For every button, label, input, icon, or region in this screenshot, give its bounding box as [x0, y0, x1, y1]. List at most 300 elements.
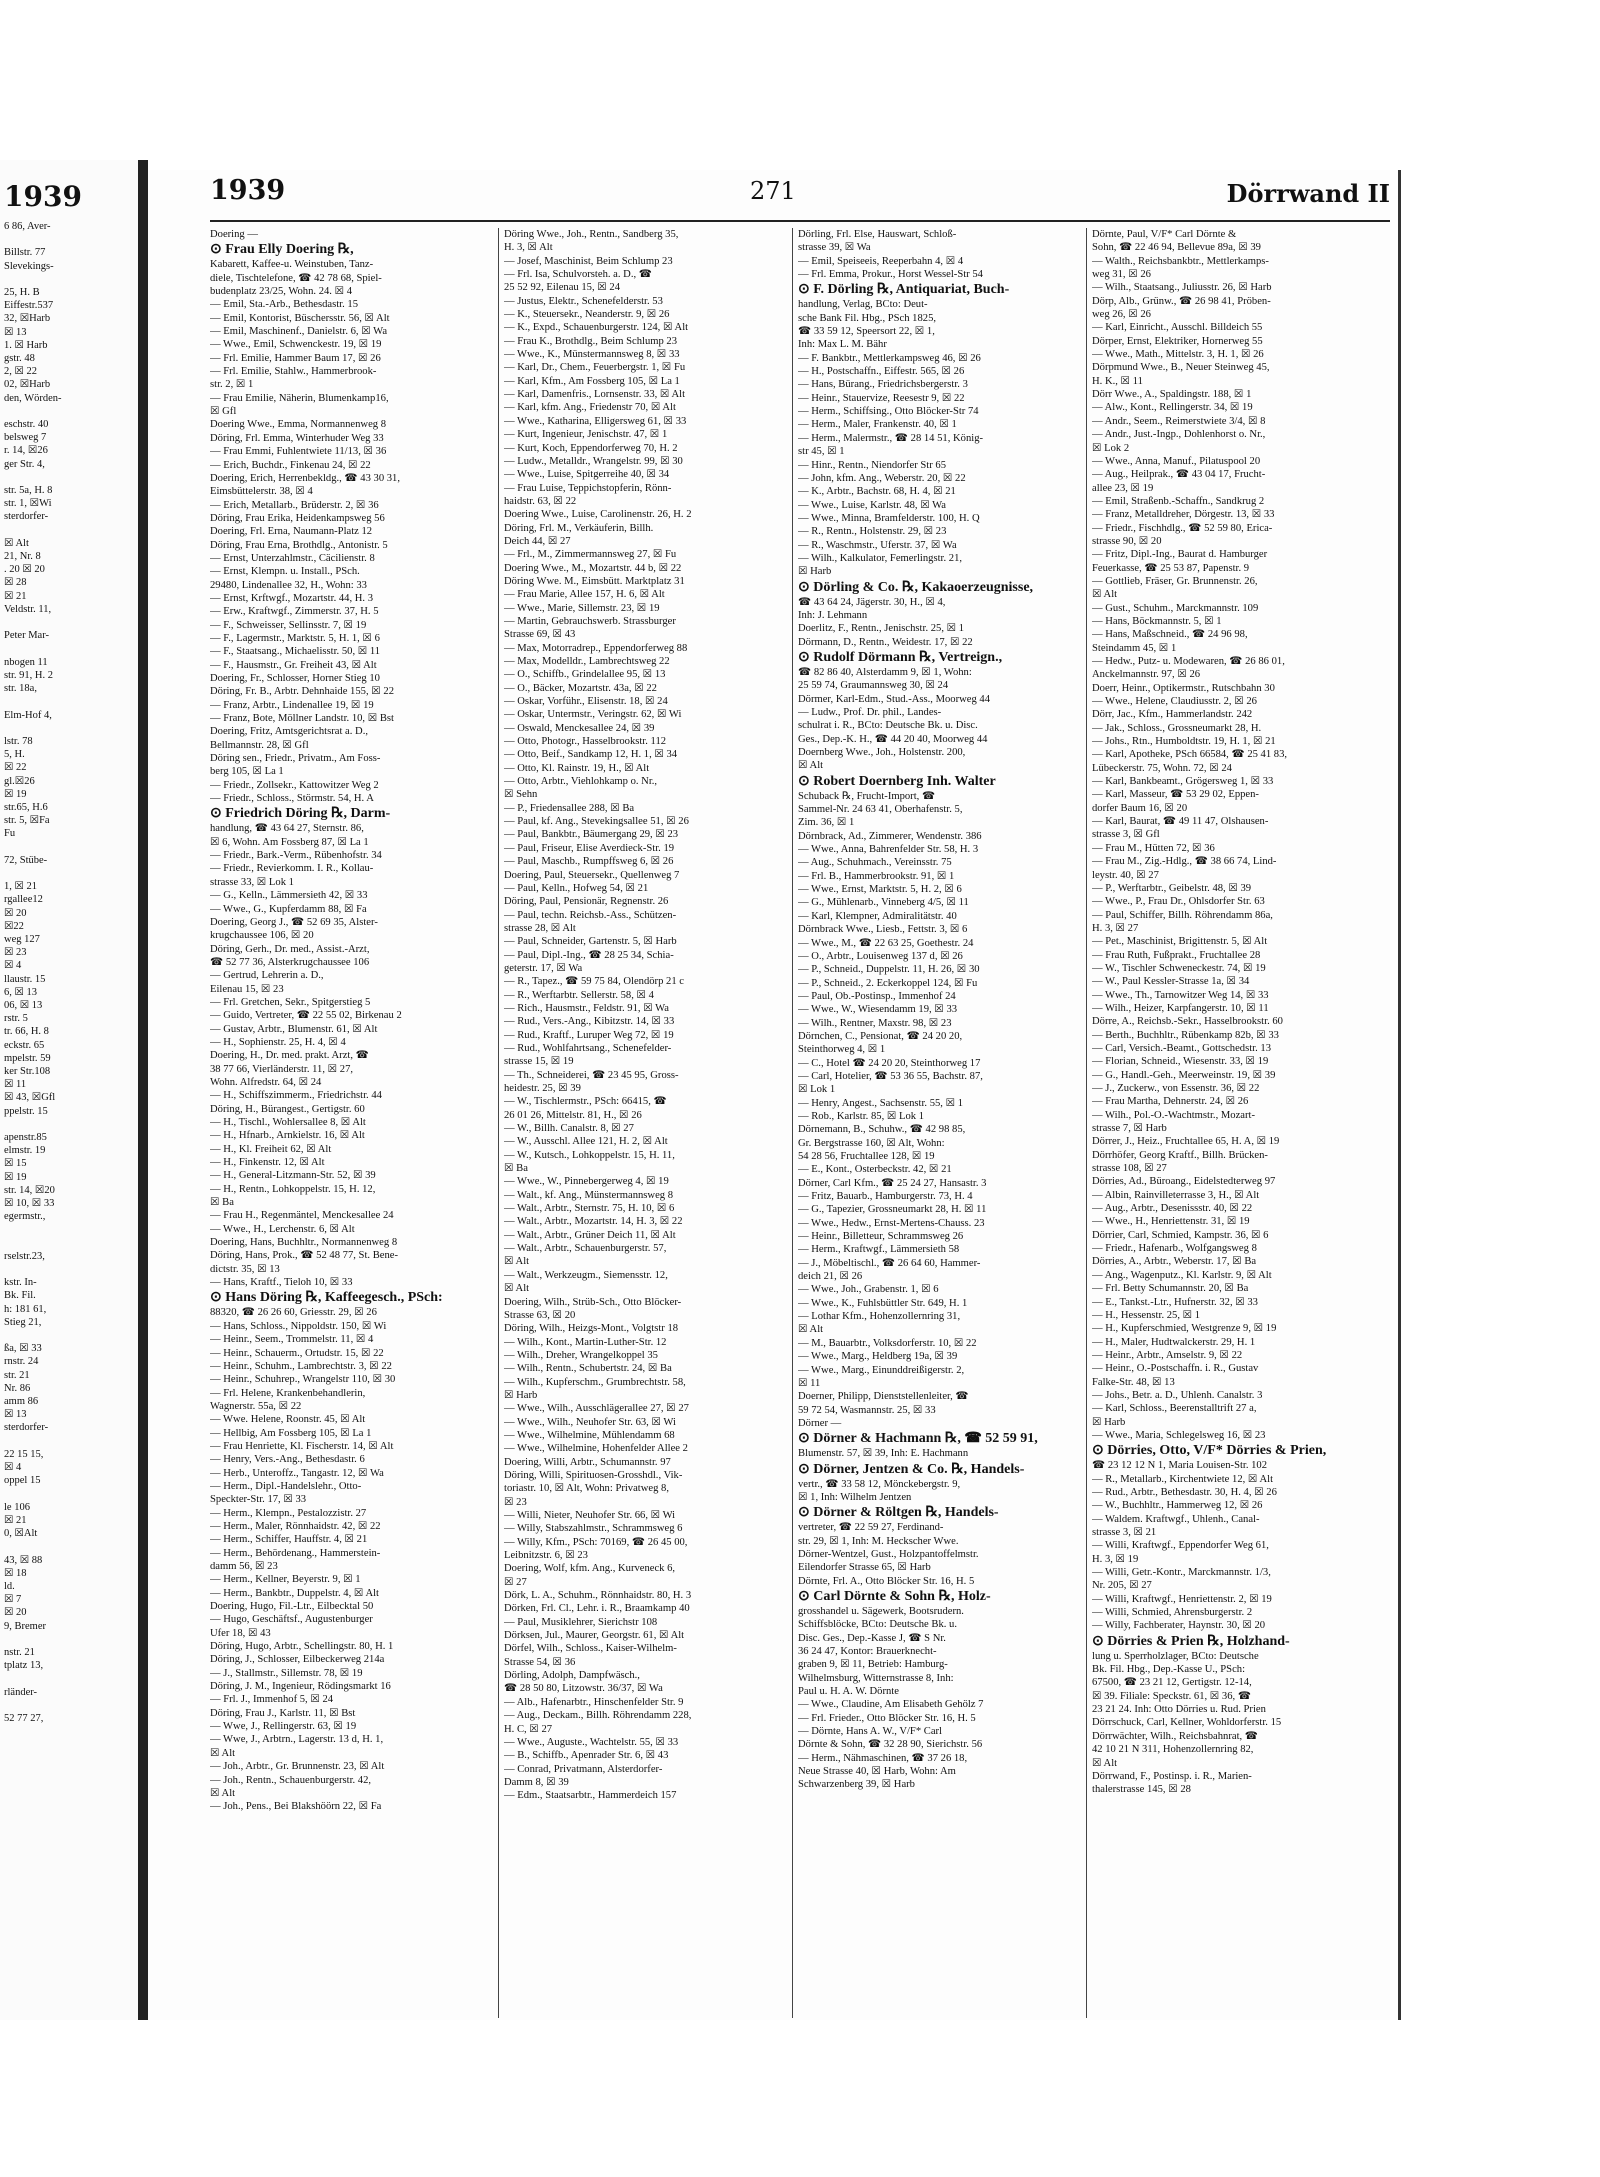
- left-page-line: rstr. 5: [4, 1013, 28, 1025]
- directory-entry: — Willy, Stabszahlmstr., Schrammsweg 6: [504, 1523, 683, 1535]
- directory-entry: Dörrschuck, Carl, Kellner, Wohldorferstr. 15: [1092, 1717, 1282, 1729]
- header-rule: [210, 220, 1390, 222]
- left-page-line: tplatz 13,: [4, 1660, 44, 1672]
- directory-entry: — Joh., Pens., Bei Blakshöörn 22, ☒ Fa: [210, 1801, 382, 1813]
- directory-entry: — Emil, Kontorist, Büschersstr. 56, ☒ Alt: [210, 312, 390, 324]
- directory-entry: — J., Zuckerw., von Essenstr. 36, ☒ 22: [1092, 1083, 1260, 1094]
- directory-entry: — Herm., Malermstr., ☎ 28 14 51, König-: [798, 432, 984, 444]
- directory-entry: ⊙ Robert Doernberg Inh. Walter: [798, 773, 996, 789]
- directory-entry: Döring, Wilh., Heizgs-Mont., Volgtstr 18: [504, 1323, 679, 1335]
- directory-entry: ⊙ Hans Döring ℞, Kaffeegesch., PSch:: [210, 1290, 443, 1306]
- left-page-line: le 106: [4, 1501, 30, 1513]
- directory-entry: — Karl, Bankbeamt., Grögersweg 1, ☒ 33: [1092, 776, 1274, 788]
- directory-entry: — Wwe., H., Henriettenstr. 31, ☒ 19: [1092, 1216, 1250, 1228]
- directory-entry: Dörries, A., Arbtr., Weberstr. 17, ☒ Ba: [1092, 1256, 1257, 1268]
- left-page-line: str. 5a, H. 8: [4, 485, 53, 497]
- left-page-line: [4, 1223, 134, 1236]
- directory-entry: — Florian, Schneid., Wiesenstr. 33, ☒ 19: [1092, 1056, 1269, 1068]
- directory-entry: ☒ 23: [504, 1496, 527, 1508]
- left-page-line: ☒ 13: [4, 326, 27, 338]
- directory-entry: — Karl, Schloss., Beerenstalltrift 27 a,: [1092, 1403, 1257, 1415]
- directory-entry: damm 56, ☒ 23: [210, 1561, 278, 1572]
- directory-entry: — W., Paul Kessler-Strasse 1a, ☒ 34: [1092, 976, 1250, 988]
- directory-entry: Eilendorfer Strasse 65, ☒ Harb: [798, 1562, 931, 1574]
- directory-entry: Döring Wwe. M., Eimsbütt. Marktplatz 31: [504, 575, 685, 587]
- directory-entry: — Wwe., H., Lerchenstr. 6, ☒ Alt: [210, 1223, 355, 1235]
- directory-entry: — Rud., Kraftf., Luruper Weg 72, ☒ 19: [504, 1029, 674, 1041]
- directory-entry: — W., Kutsch., Lohkoppelstr. 15, H. 11,: [504, 1149, 675, 1161]
- left-page-line: ßa, ☒ 33: [4, 1343, 42, 1355]
- directory-page: [148, 170, 1401, 2030]
- directory-entry: ☒ Alt: [798, 760, 824, 772]
- directory-entry: Dörnte & Sohn, ☎ 32 28 90, Sierichstr. 56: [798, 1739, 983, 1751]
- directory-entry: Lübeckerstr. 75, Wohn. 72, ☒ 24: [1092, 762, 1232, 774]
- directory-entry: — Gustav, Arbtr., Blumenstr. 61, ☒ Alt: [210, 1023, 378, 1035]
- left-page-line: [4, 1263, 134, 1276]
- directory-entry: — Alb., Hafenarbtr., Hinschenfelder Str. 9: [504, 1696, 684, 1708]
- directory-entry: — Franz, Bote, Möllner Landstr. 10, ☒ Bst: [210, 713, 394, 725]
- directory-entry: — Frl., M., Zimmermannsweg 27, ☒ Fu: [504, 549, 677, 561]
- directory-entry: Doering —: [210, 229, 258, 240]
- directory-entry: 26 01 26, Mittelstr. 81, H., ☒ 26: [504, 1109, 642, 1121]
- directory-entry: — Emil, Straßenb.-Schaffn., Sandkrug 2: [1092, 495, 1265, 507]
- left-page-margin: [0, 160, 140, 2020]
- directory-entry: Döring, Frl. M., Verkäuferin, Billh.: [504, 522, 654, 534]
- directory-entry: — Herm., Schiffer, Hauffstr. 4, ☒ 21: [210, 1534, 368, 1546]
- directory-entry: sche Bank Fil. Hbg., PSch 1825,: [798, 312, 937, 324]
- directory-entry: Dörper, Ernst, Elektriker, Hornerweg 55: [1092, 335, 1263, 347]
- left-page-line: [4, 1118, 134, 1131]
- directory-entry: handlung, ☎ 43 64 27, Sternstr. 86,: [210, 823, 364, 835]
- directory-entry: Doering, Paul, Steuersekr., Quellenweg 7: [504, 869, 680, 881]
- left-page-line: str. 18a,: [4, 683, 37, 695]
- directory-entry: — Fritz, Bauarb., Hamburgerstr. 73, H. 4: [798, 1191, 973, 1203]
- directory-entry: — P., Werftarbtr., Geibelstr. 48, ☒ 39: [1092, 882, 1252, 894]
- left-page-line: sterdorfer-: [4, 511, 49, 523]
- directory-entry: — Emil, Maschinenf., Danielstr. 6, ☒ Wa: [210, 326, 388, 338]
- left-page-line: Eiffestr.537: [4, 300, 54, 312]
- left-page-line: 72, Stübe-: [4, 854, 48, 866]
- directory-entry: — Hans, Kraftf., Tieloh 10, ☒ 33: [210, 1277, 353, 1289]
- directory-entry: — Wwe., K., Münstermannsweg 8, ☒ 33: [504, 349, 680, 361]
- directory-entry: ⊙ Frau Elly Doering ℞,: [210, 242, 354, 258]
- directory-entry: — Wwe., Marie, Sillemstr. 23, ☒ 19: [504, 602, 660, 614]
- directory-entry: Dörries, Ad., Büroang., Eidelstedterweg 97: [1092, 1176, 1276, 1188]
- directory-entry: str. 29, ☒ 1, Inh: M. Heckscher Wwe.: [798, 1535, 959, 1547]
- left-page-line: ☒ 43, ☒Gfl: [4, 1092, 56, 1104]
- directory-entry: — Karl, Apotheke, PSch 66584, ☎ 25 41 83,: [1092, 749, 1288, 761]
- directory-entry: Kabarett, Kaffee-u. Weinstuben, Tanz-: [210, 259, 374, 271]
- left-page-line: . 20 ☒ 20: [4, 564, 45, 576]
- directory-entry: — H., Kl. Freiheit 62, ☒ Alt: [210, 1143, 332, 1155]
- left-page-line: [4, 471, 134, 484]
- directory-entry: Dörr Wwe., A., Spaldingstr. 188, ☒ 1: [1092, 389, 1252, 401]
- directory-entry: — Herm., Dipl.-Handelslehr., Otto-: [210, 1480, 362, 1492]
- left-page-line: 25, H. B: [4, 287, 40, 299]
- directory-entry: — Willi, Kraftwgf., Henriettenstr. 2, ☒ 19: [1092, 1593, 1272, 1605]
- left-page-line: ☒ 18: [4, 1567, 27, 1579]
- directory-entry: Leibnitzstr. 6, ☒ 23: [504, 1550, 588, 1562]
- directory-entry: — Wwe, J., Rellingerstr. 63, ☒ 19: [210, 1721, 357, 1733]
- directory-entry: — K., Expd., Schauenburgerstr. 124, ☒ Alt: [504, 322, 689, 334]
- left-page-line: kstr. In-: [4, 1277, 37, 1289]
- directory-entry: Dörrer, J., Heiz., Fruchtallee 65, H. A, ☒ 19: [1092, 1136, 1280, 1148]
- directory-entry: Ufer 18, ☒ 43: [210, 1627, 271, 1639]
- directory-entry: ☎ 33 59 12, Speersort 22, ☒ 1,: [798, 326, 935, 338]
- directory-entry: — Berth., Buchhltr., Rübenkamp 82b, ☒ 33: [1092, 1029, 1279, 1041]
- left-page-line: rländer-: [4, 1686, 38, 1698]
- directory-entry: vertr., ☎ 33 58 12, Mönckebergstr. 9,: [798, 1478, 961, 1490]
- directory-entry: — Erich, Metallarb., Brüderstr. 2, ☒ 36: [210, 499, 379, 511]
- left-page-line: sterdorfer-: [4, 1422, 49, 1434]
- directory-entry: 67500, ☎ 23 21 12, Gertigstr. 12-14,: [1092, 1677, 1252, 1689]
- left-page-line: Veldstr. 11,: [4, 603, 52, 615]
- left-page-text: [4, 220, 134, 1725]
- directory-entry: Dörre, A., Reichsb.-Sekr., Hasselbrookstr. 60: [1092, 1016, 1283, 1028]
- directory-entry: — Frl. Isa, Schulvorsteh. a. D., ☎: [504, 269, 652, 281]
- left-page-line: str. 91, H. 2: [4, 669, 54, 681]
- directory-entry: Doering, Fr., Schlosser, Horner Stieg 10: [210, 673, 380, 684]
- directory-entry: — Willi, Schmied, Ahrensburgerstr. 2: [1092, 1607, 1253, 1619]
- left-page-line: 0, ☒Alt: [4, 1528, 38, 1540]
- left-page-line: elmstr. 19: [4, 1145, 46, 1157]
- left-page-line: egermstr.,: [4, 1211, 46, 1223]
- directory-entry: — Wwe., Joh., Grabenstr. 1, ☒ 6: [798, 1284, 939, 1296]
- directory-entry: — Herm., Schiffsing., Otto Blöcker-Str 74: [798, 406, 979, 418]
- directory-entry: Dörner-Wentzel, Gust., Holzpantoffelmstr.: [798, 1548, 979, 1560]
- directory-entry: — F. Bankbtr., Mettlerkampsweg 46, ☒ 26: [798, 352, 981, 364]
- directory-entry: strasse 28, ☒ Alt: [504, 922, 576, 934]
- directory-entry: 59 72 54, Wasmannstr. 25, ☒ 33: [798, 1404, 936, 1416]
- directory-entry: Schiffsblöcke, BCto: Deutsche Bk. u.: [798, 1619, 957, 1631]
- directory-entry: — Willi, Getr.-Kontr., Marckmannstr. 1/3,: [1092, 1567, 1271, 1579]
- directory-column-3: [798, 228, 1080, 2018]
- directory-entry: ☒ Sehn: [504, 789, 538, 801]
- directory-entry: — Frl. J., Immenhof 5, ☒ 24: [210, 1694, 334, 1706]
- directory-entry: Döring, H., Bürangest., Gertigstr. 60: [210, 1103, 365, 1115]
- column-divider: [1086, 228, 1087, 2018]
- directory-entry: — Paul, Kelln., Hofweg 54, ☒ 21: [504, 882, 649, 894]
- directory-entry: — Ludw., Metalldr., Wrangelstr. 99, ☒ 30: [504, 455, 683, 467]
- left-page-line: Bk. Fil.: [4, 1290, 36, 1302]
- directory-entry: — Frau M., Hütten 72, ☒ 36: [1092, 842, 1215, 854]
- left-page-line: 9, Bremer: [4, 1620, 46, 1632]
- left-page-line: [4, 524, 134, 537]
- left-page-line: llaustr. 15: [4, 973, 46, 985]
- directory-entry: — Paul, Schneider, Gartenstr. 5, ☒ Harb: [504, 936, 677, 948]
- directory-entry: — Albin, Rainvilleterrasse 3, H., ☒ Alt: [1092, 1189, 1260, 1201]
- directory-entry: ☒ 6, Wohn. Am Fossberg 87, ☒ La 1: [210, 836, 369, 848]
- directory-entry: — Frau K., Brothdlg., Beim Schlump 23: [504, 335, 678, 347]
- directory-entry: str 45, ☒ 1: [798, 446, 845, 458]
- directory-entry: — Carl, Hotelier, ☎ 53 36 55, Bachstr. 87,: [798, 1070, 983, 1082]
- directory-entry: Schwarzenberg 39, ☒ Harb: [798, 1779, 915, 1791]
- directory-entry: — Otto, Beif., Sandkamp 12, H. 1, ☒ 34: [504, 749, 678, 761]
- directory-entry: Dörling, Frl. Else, Hauswart, Schloß-: [798, 229, 957, 240]
- directory-entry: Doering, Erich, Herrenbekldg., ☎ 43 30 31,: [210, 472, 401, 484]
- directory-entry: — Wwe., Anna, Bahrenfelder Str. 58, H. 3: [798, 844, 979, 856]
- left-page-line: ☒ 19: [4, 788, 27, 800]
- directory-entry: — R., Tapez., ☎ 59 75 84, Olendörp 21 c: [504, 976, 684, 988]
- directory-entry: — F., Hausmstr., Gr. Freiheit 43, ☒ Alt: [210, 659, 377, 671]
- left-page-line: Billstr. 77: [4, 247, 46, 259]
- directory-entry: Doering, Hans, Buchhltr., Normannenweg 8: [210, 1237, 398, 1249]
- directory-entry: — Wwe., Th., Tarnowitzer Weg 14, ☒ 33: [1092, 989, 1269, 1001]
- directory-entry: — G., Handl.-Geh., Meerweinstr. 19, ☒ 39: [1092, 1069, 1276, 1081]
- directory-entry: Gr. Bergstrasse 160, ☒ Alt, Wohn:: [798, 1137, 945, 1149]
- directory-entry: Dörnbrack, Ad., Zimmerer, Wendenstr. 386: [798, 830, 982, 842]
- directory-entry: — Herm., Kraftwgf., Lämmersieth 58: [798, 1244, 960, 1256]
- directory-entry: 29480, Lindenallee 32, H., Wohn: 33: [210, 579, 367, 591]
- directory-entry: dorfer Baum 16, ☒ 20: [1092, 802, 1188, 814]
- directory-entry: — Josef, Maschinist, Beim Schlump 23: [504, 255, 673, 267]
- left-page-line: 06, ☒ 13: [4, 999, 43, 1011]
- directory-entry: ⊙ Dörner & Röltgen ℞, Handels-: [798, 1505, 999, 1521]
- directory-entry: Döring, Hugo, Arbtr., Schellingstr. 80, H. 1: [210, 1641, 394, 1653]
- directory-entry: Döring, Willi, Spirituosen-Grosshdl., Vik-: [504, 1469, 683, 1481]
- left-page-line: 22 15 15,: [4, 1448, 44, 1460]
- left-page-line: [4, 695, 134, 708]
- left-page-line: ppelstr. 15: [4, 1105, 48, 1117]
- left-page-line: Elm-Hof 4,: [4, 709, 52, 721]
- directory-entry: — Rud., Wohlfahrtsang., Schenefelder-: [504, 1042, 672, 1054]
- directory-entry: Döring sen., Friedr., Privatm., Am Foss-: [210, 753, 381, 765]
- directory-entry: ☒ 39. Filiale: Speckstr. 61, ☒ 36, ☎: [1092, 1690, 1252, 1702]
- directory-entry: Inh: J. Lehmann: [798, 609, 868, 621]
- left-page-line: ☒ 19: [4, 1171, 27, 1183]
- directory-entry: Sohn, ☎ 22 46 94, Bellevue 89a, ☒ 39: [1092, 242, 1261, 254]
- directory-entry: Steindamm 45, ☒ 1: [1092, 642, 1177, 654]
- directory-entry: — P., Schneid., Duppelstr. 11, H. 26, ☒ 30: [798, 964, 980, 976]
- directory-entry: Doernberg Wwe., Joh., Holstenstr. 200,: [798, 747, 966, 759]
- directory-entry: — Emil, Speiseeis, Reeperbahn 4, ☒ 4: [798, 255, 964, 267]
- left-page-line: [4, 233, 134, 246]
- directory-entry: — H., Tischl., Wohlersallee 8, ☒ Alt: [210, 1117, 366, 1128]
- directory-entry: Sammel-Nr. 24 63 41, Oberhafenstr. 5,: [798, 804, 963, 816]
- directory-entry: Dörner —: [798, 1417, 842, 1429]
- directory-entry: 42 10 21 N 311, Hohenzollernring 82,: [1092, 1744, 1254, 1756]
- directory-entry: — Herm., Kellner, Beyerstr. 9, ☒ 1: [210, 1574, 361, 1586]
- directory-entry: Doering Wwe., Luise, Carolinenstr. 26, H. 2: [504, 509, 692, 521]
- directory-entry: — Franz, Arbtr., Lindenallee 19, ☒ 19: [210, 699, 374, 711]
- directory-entry: H. 3, ☒ 19: [1092, 1553, 1139, 1565]
- directory-entry: Feuerkasse, ☎ 25 53 87, Papenstr. 9: [1092, 562, 1250, 574]
- directory-entry: Eilenau 15, ☒ 23: [210, 983, 284, 995]
- left-page-line: str. 5, ☒Fa: [4, 815, 50, 827]
- directory-entry: H. K., ☒ 11: [1092, 375, 1143, 387]
- directory-entry: — Frau M., Zig.-Hdlg., ☎ 38 66 74, Lind-: [1092, 856, 1277, 868]
- directory-entry: — Frau Marie, Allee 157, H. 6, ☒ Alt: [504, 589, 665, 601]
- directory-entry: Dörling, Adolph, Dampfwäsch.,: [504, 1670, 640, 1682]
- directory-entry: — Frl. B., Hammerbrookstr. 91, ☒ 1: [798, 870, 955, 882]
- directory-entry: — Justus, Elektr., Schenefelderstr. 53: [504, 295, 663, 307]
- directory-entry: — Ernst, Unterzahlmstr., Cäcilienstr. 8: [210, 552, 375, 564]
- directory-entry: — Johs., Betr. a. D., Uhlenh. Canalstr. 3: [1092, 1389, 1263, 1401]
- left-page-line: Stieg 21,: [4, 1316, 42, 1328]
- left-page-line: ☒ 21: [4, 1514, 27, 1526]
- left-page-line: ☒ 10, ☒ 33: [4, 1198, 55, 1210]
- directory-entry: — Paul, Friseur, Elise Averdieck-Str. 19: [504, 842, 675, 854]
- directory-entry: — Heinr., Schuhrep., Wrangelstr 110, ☒ 30: [210, 1374, 396, 1386]
- directory-entry: — Wwe., Marg., Heldberg 19a, ☒ 39: [798, 1351, 958, 1363]
- page-year: 1939: [210, 175, 286, 206]
- left-page-line: str. 21: [4, 1369, 30, 1381]
- directory-entry: str. 2, ☒ 1: [210, 379, 254, 391]
- directory-entry: — Joh., Arbtr., Gr. Brunnenstr. 23, ☒ Alt: [210, 1761, 385, 1773]
- directory-entry: — H., Maler, Hudtwalckerstr. 29, H. 1: [1092, 1336, 1256, 1348]
- directory-entry: Ges., Dep.-K. H., ☎ 44 20 40, Moorweg 44: [798, 733, 988, 745]
- directory-entry: — Herm., Nähmaschinen, ☎ 37 26 18,: [798, 1752, 968, 1764]
- directory-entry: weg 26, ☒ 26: [1092, 309, 1151, 321]
- directory-entry: ☒ Alt: [504, 1256, 530, 1268]
- directory-entry: — Conrad, Privatmann, Alsterdorfer-: [504, 1763, 663, 1775]
- left-page-line: 2, ☒ 22: [4, 366, 38, 378]
- directory-entry: Eimsbüttelerstr. 38, ☒ 4: [210, 486, 313, 498]
- left-page-line: [4, 841, 134, 854]
- directory-entry: ☒ Alt: [1092, 589, 1118, 601]
- directory-entry: ☎ 82 86 40, Alsterdamm 9, ☒ 1, Wohn:: [798, 666, 972, 678]
- directory-entry: Doerr, Heinr., Optikermstr., Rutschbahn 30: [1092, 682, 1275, 694]
- directory-entry: — K., Arbtr., Bachstr. 68, H. 4, ☒ 21: [798, 486, 956, 498]
- directory-entry: ☒ Ba: [504, 1163, 528, 1175]
- left-page-line: ☒ 15: [4, 1158, 27, 1170]
- left-page-line: [4, 1488, 134, 1501]
- directory-entry: — Wwe., Ernst, Marktstr. 5, H. 2, ☒ 6: [798, 884, 962, 896]
- directory-entry: berg 105, ☒ La 1: [210, 766, 284, 778]
- directory-entry: ☎ 23 12 12 N 1, Maria Louisen-Str. 102: [1092, 1460, 1268, 1472]
- directory-entry: — Rud., Arbtr., Bethesdastr. 30, H. 4, ☒ 26: [1092, 1486, 1277, 1498]
- directory-entry: — Frl. Frieder., Otto Blöcker Str. 16, H. 5: [798, 1712, 976, 1724]
- directory-entry: — Emil, Sta.-Arb., Bethesdastr. 15: [210, 299, 359, 311]
- directory-entry: ☒ Alt: [798, 1324, 824, 1336]
- directory-entry: — W., Buchhltr., Hammerweg 12, ☒ 26: [1092, 1500, 1263, 1512]
- directory-entry: Inh: Max L. M. Bähr: [798, 339, 887, 351]
- directory-entry: Doerlitz, F., Rentn., Jenischstr. 25, ☒ 1: [798, 623, 965, 635]
- directory-entry: — K., Steuersekr., Neanderstr. 9, ☒ 26: [504, 309, 670, 321]
- directory-entry: — Wwe., Marg., Einunddreißigerstr. 2,: [798, 1364, 965, 1376]
- left-page-line: str.65, H.6: [4, 801, 48, 813]
- directory-entry: — Walt., Arbtr., Grüner Deich 11, ☒ Alt: [504, 1229, 676, 1241]
- directory-entry: — Karl, Dr., Chem., Feuerbergstr. 1, ☒ Fu: [504, 362, 686, 374]
- directory-entry: heidestr. 25, ☒ 39: [504, 1083, 581, 1094]
- directory-entry: Doering, Fritz, Amtsgerichtsrat a. D.,: [210, 726, 368, 738]
- left-page-line: 6, ☒ 13: [4, 986, 38, 998]
- directory-entry: — Wwe., W., Pinnebergerweg 4, ☒ 19: [504, 1176, 669, 1188]
- directory-entry: — Paul, Ob.-Postinsp., Immenhof 24: [798, 990, 956, 1002]
- directory-entry: — Wwe., Wilh., Neuhofer Str. 63, ☒ Wi: [504, 1416, 676, 1428]
- directory-entry: Blumenstr. 57, ☒ 39, Inh: E. Hachmann: [798, 1448, 969, 1460]
- directory-entry: Nr. 205, ☒ 27: [1092, 1580, 1152, 1592]
- directory-entry: — Wwe., Wilhelmine, Hohenfelder Allee 2: [504, 1443, 688, 1455]
- directory-entry: — Otto, Arbtr., Viehlohkamp o. Nr.,: [504, 776, 658, 788]
- directory-entry: Döring, J. M., Ingenieur, Rödingsmarkt 16: [210, 1681, 391, 1693]
- directory-entry: — Wwe, J., Arbtrn., Lagerstr. 13 d, H. 1,: [210, 1734, 384, 1746]
- directory-entry: — Frau Martha, Dehnerstr. 24, ☒ 26: [1092, 1096, 1249, 1108]
- left-page-line: 5, H.: [4, 749, 25, 761]
- directory-entry: — Herm., Bankbtr., Duppelstr. 4, ☒ Alt: [210, 1587, 379, 1599]
- directory-entry: Döring, Frau Erna, Brothdlg., Antonistr. 5: [210, 539, 388, 551]
- directory-entry: thalerstrasse 145, ☒ 28: [1092, 1784, 1191, 1796]
- directory-entry: — Max, Modelldr., Lambrechtsweg 22: [504, 656, 670, 667]
- left-page-line: 02, ☒Harb: [4, 379, 51, 391]
- directory-entry: — F., Schweisser, Sellinsstr. 7, ☒ 19: [210, 619, 367, 631]
- left-page-line: ☒ 28: [4, 577, 27, 589]
- directory-entry: — Paul, techn. Reichsb.-Ass., Schützen-: [504, 909, 677, 921]
- directory-entry: — Kurt, Ingenieur, Jenischstr. 47, ☒ 1: [504, 429, 668, 441]
- directory-entry: — Aug., Deckam., Billh. Röhrendamm 228,: [504, 1710, 692, 1722]
- directory-entry: — E., Tankst.-Ltr., Hufnerstr. 32, ☒ 33: [1092, 1296, 1258, 1308]
- directory-entry: Dörrwand, F., Postinsp. i. R., Marien-: [1092, 1770, 1252, 1782]
- directory-entry: — Frl. Emma, Prokur., Horst Wessel-Str 54: [798, 269, 983, 281]
- directory-entry: Dörr, Jac., Kfm., Hammerlandstr. 242: [1092, 709, 1253, 721]
- directory-entry: — Fritz, Dipl.-Ing., Baurat d. Hamburger: [1092, 549, 1268, 561]
- left-page-line: [4, 1435, 134, 1448]
- directory-entry: — Wwe., G., Kupferdamm 88, ☒ Fa: [210, 903, 367, 915]
- directory-entry: Dörnchen, C., Pensionat, ☎ 24 20 20,: [798, 1030, 963, 1042]
- left-page-line: 1, ☒ 21: [4, 881, 38, 893]
- left-page-line: weg 127: [4, 933, 40, 945]
- directory-entry: Dörpmund Wwe., B., Neuer Steinweg 45,: [1092, 362, 1270, 374]
- left-page-line: gstr. 48: [4, 353, 35, 365]
- directory-entry: — Otto, Kl. Rainstr. 19, H., ☒ Alt: [504, 762, 650, 774]
- directory-entry: ⊙ Dörries & Prien ℞, Holzhand-: [1092, 1633, 1290, 1649]
- left-page-line: ker Str.108: [4, 1066, 51, 1077]
- directory-entry: ☒ 1, Inh: Wilhelm Jentzen: [798, 1491, 912, 1503]
- directory-entry: lung u. Sperrholzlager, BCto: Deutsche: [1092, 1650, 1259, 1662]
- directory-entry: — Karl, Masseur, ☎ 53 29 02, Eppen-: [1092, 789, 1259, 801]
- left-page-line: den, Wörden-: [4, 392, 62, 404]
- scan-bottom-margin: [0, 2020, 1600, 2177]
- directory-entry: — F., Lagermstr., Marktstr. 5, H. 1, ☒ 6: [210, 632, 380, 644]
- left-page-line: Peter Mar-: [4, 630, 49, 642]
- book-spine: [138, 160, 148, 2040]
- left-page-line: 52 77 27,: [4, 1712, 44, 1724]
- left-page-line: lstr. 78: [4, 735, 33, 747]
- directory-entry: — J., Stallmstr., Sillemstr. 78, ☒ 19: [210, 1667, 363, 1679]
- directory-entry: — Hugo, Geschäftsf., Augustenburger: [210, 1614, 373, 1626]
- directory-entry: — Otto, Photogr., Hasselbrookstr. 112: [504, 736, 667, 748]
- directory-entry: ⊙ Friedrich Döring ℞, Darm-: [210, 806, 391, 822]
- left-page-line: [4, 1633, 134, 1646]
- left-page-line: [4, 1699, 134, 1712]
- directory-entry: ☎ 52 77 36, Alsterkrugchaussee 106: [210, 956, 370, 968]
- directory-entry: toriastr. 10, ☒ Alt, Wohn: Privatweg 8,: [504, 1483, 669, 1495]
- directory-entry: — Frau H., Regenmäntel, Menckesallee 24: [210, 1210, 394, 1222]
- left-page-line: ☒ 22: [4, 762, 27, 774]
- directory-entry: — Herm., Maler, Frankenstr. 40, ☒ 1: [798, 419, 957, 431]
- directory-entry: Döring, J., Schlosser, Eilbeckerweg 214a: [210, 1654, 385, 1666]
- directory-entry: — F., Staatsang., Michaelisstr. 50, ☒ 11: [210, 646, 381, 658]
- left-page-line: [4, 722, 134, 735]
- directory-entry: ☒ Lok 2: [1092, 442, 1130, 454]
- directory-entry: — H., Hessenstr. 25, ☒ 1: [1092, 1309, 1201, 1321]
- directory-entry: H. 3, ☒ Alt: [504, 242, 553, 254]
- directory-entry: — O., Bäcker, Mozartstr. 43a, ☒ 22: [504, 682, 657, 694]
- directory-entry: diele, Tischtelefone, ☎ 42 78 68, Spiel-: [210, 272, 382, 284]
- directory-entry: krugchaussee 106, ☒ 20: [210, 930, 314, 942]
- directory-entry: Dörken, Frl. Cl., Lehr. i. R., Braamkamp 40: [504, 1603, 690, 1615]
- directory-entry: — Wwe., Katharina, Elligersweg 61, ☒ 33: [504, 415, 687, 427]
- directory-entry: — Frl. Helene, Krankenbehandlerin,: [210, 1387, 366, 1399]
- directory-entry: — Herb., Unteroffz., Tangastr. 12, ☒ Wa: [210, 1467, 384, 1479]
- directory-entry: — Friedr., Revierkomm. I. R., Kollau-: [210, 863, 374, 875]
- directory-entry: — G., Mühlenarb., Vinneberg 4/5, ☒ 11: [798, 897, 969, 909]
- directory-entry: Döring, Gerh., Dr. med., Assist.-Arzt,: [210, 943, 370, 955]
- directory-entry: dictstr. 35, ☒ 13: [210, 1263, 280, 1275]
- directory-entry: ☒ Gfl: [210, 406, 237, 418]
- directory-entry: — Aug., Arbtr., Desenissstr. 40, ☒ 22: [1092, 1203, 1253, 1215]
- left-page-line: rgallee12: [4, 894, 43, 906]
